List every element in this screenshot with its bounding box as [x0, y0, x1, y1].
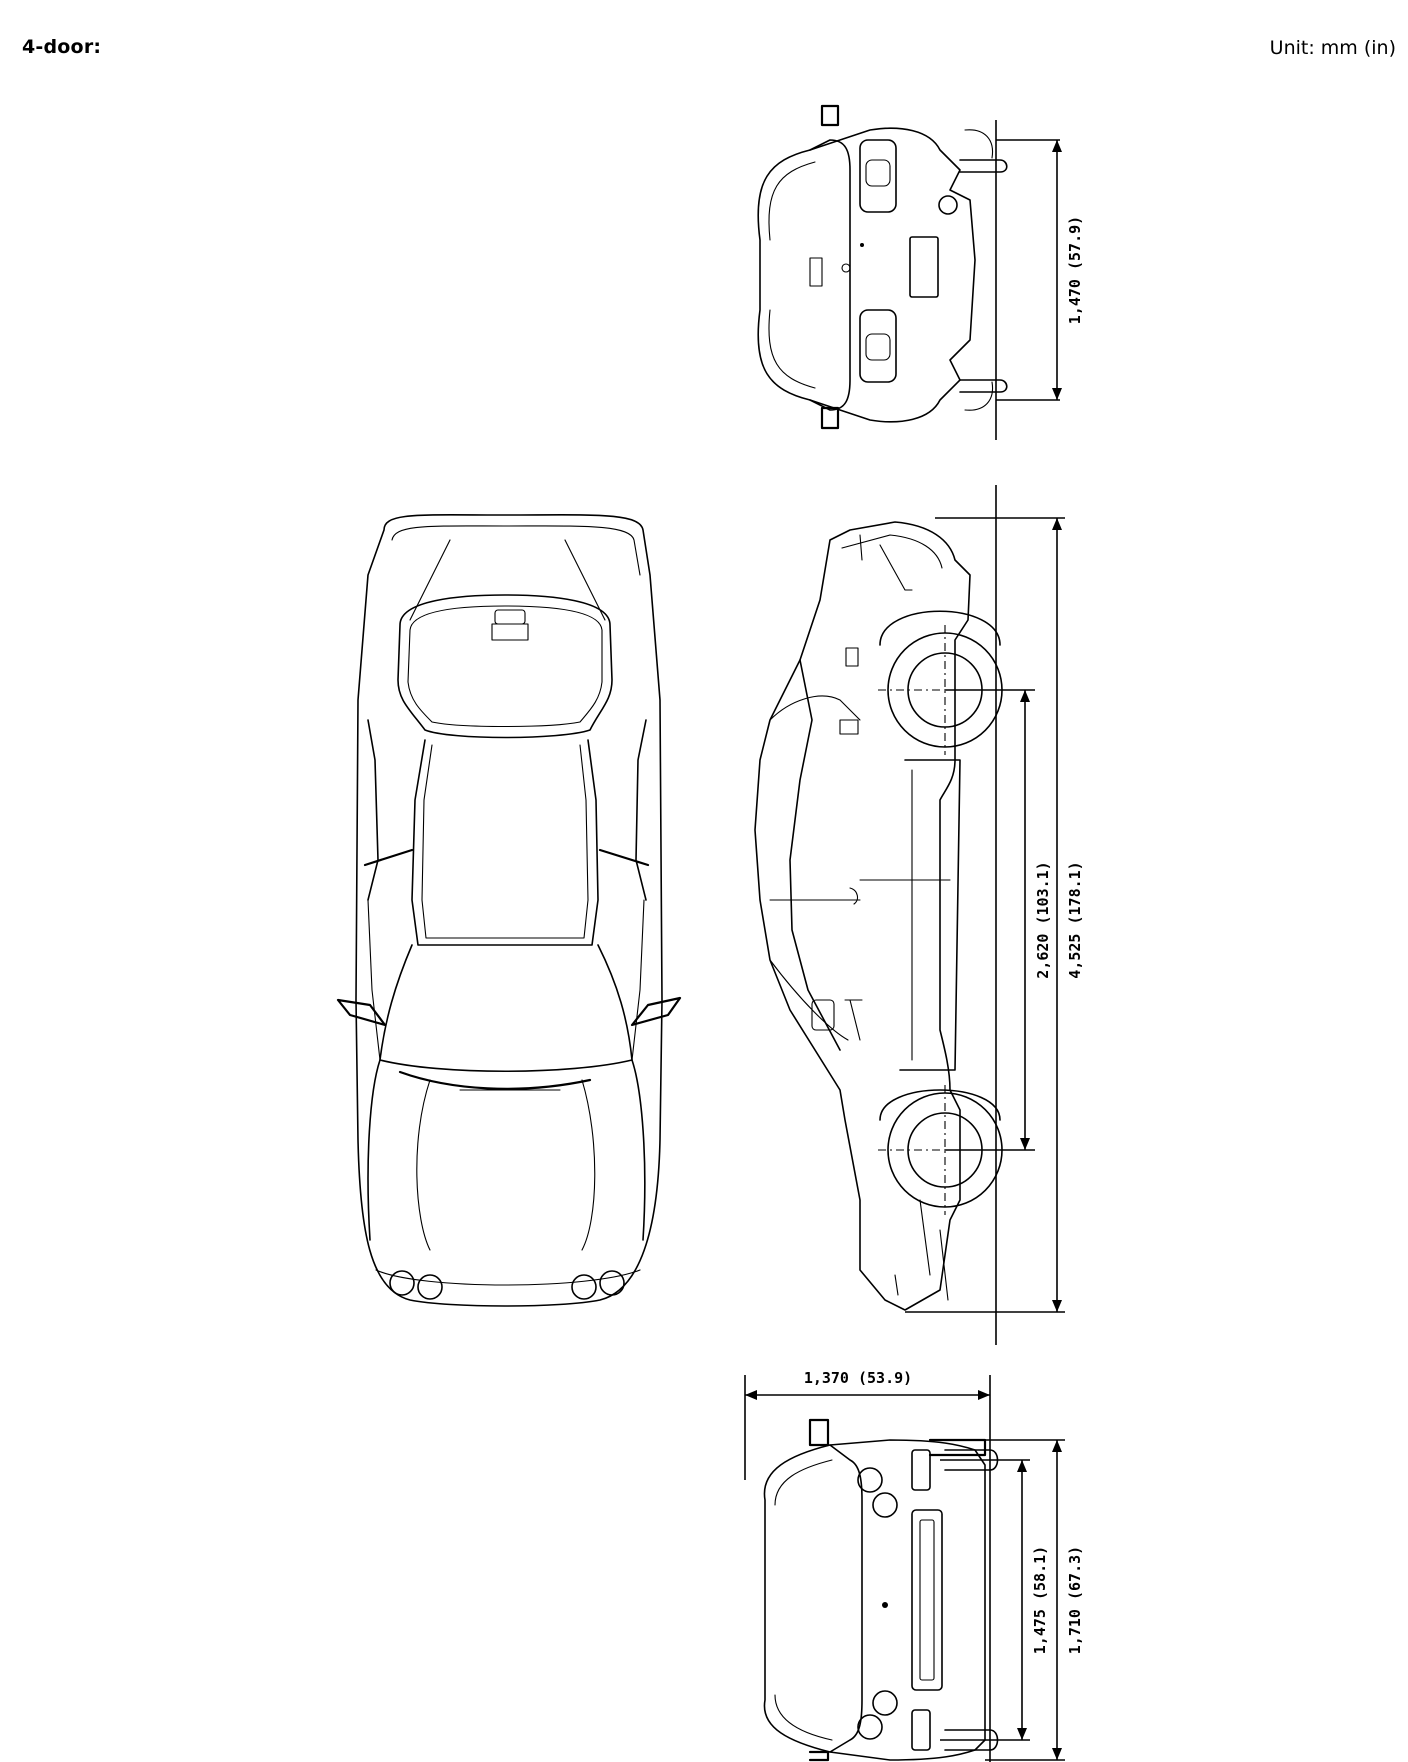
- rear-view-drawing: [758, 106, 1007, 440]
- wheelbase-label: 2,620 (103.1): [1034, 861, 1052, 979]
- front-dimensions: [745, 1369, 1084, 1762]
- unit-label: Unit: mm (in): [1269, 37, 1396, 59]
- overall-width-label: 1,710 (67.3): [1066, 1545, 1084, 1655]
- side-view-drawing: [755, 485, 1012, 1345]
- side-dimensions: [905, 518, 1084, 1312]
- overall-height-label: 1,470 (57.9): [1066, 215, 1084, 325]
- top-view-drawing: [338, 515, 680, 1306]
- rear-tread-label: 1,370 (53.9): [803, 1369, 913, 1387]
- body-style-title: 4-door:: [22, 36, 102, 58]
- front-view-drawing: [764, 1420, 997, 1760]
- front-tread-label: 1,475 (58.1): [1031, 1545, 1049, 1655]
- overall-length-label: 4,525 (178.1): [1066, 861, 1084, 979]
- height-dimension: [996, 140, 1084, 400]
